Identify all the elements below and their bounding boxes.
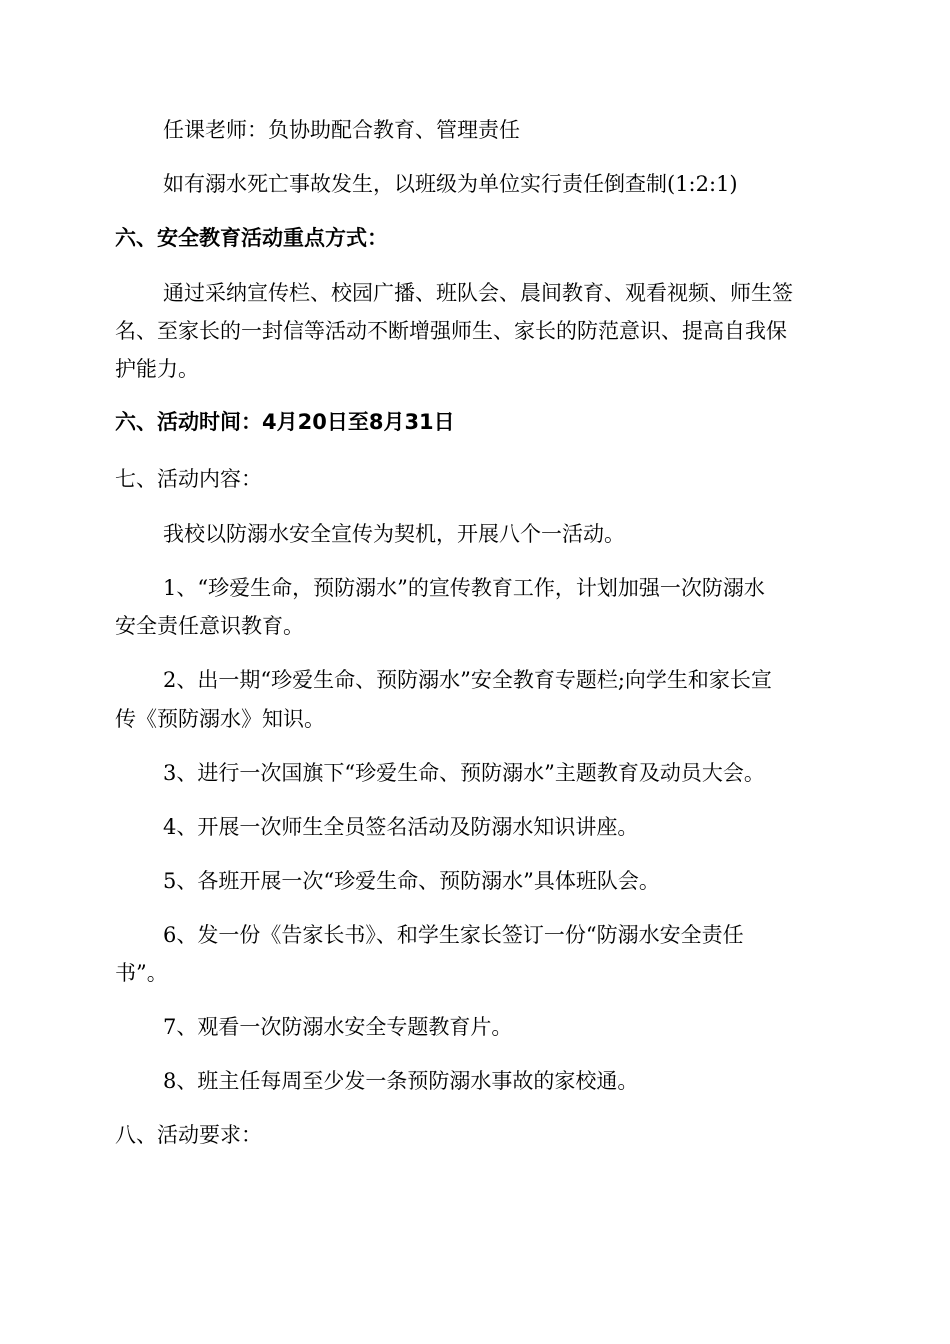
content-intro-line: 我校以防溺水安全宣传为契机，开展八个一活动。 [163, 522, 625, 546]
accident-policy-line: 如有溺水死亡事故发生，以班级为单位实行责任倒查制(1:2:1) [163, 172, 738, 196]
item-1-line-1: 1、“珍爱生命，预防溺水”的宣传教育工作，计划加强一次防溺水 [163, 576, 765, 600]
teacher-duty-line: 任课老师：负协助配合教育、管理责任 [163, 118, 520, 142]
item-2-line-2: 传《预防溺水》知识。 [115, 707, 325, 731]
item-5-line: 5、各班开展一次“珍爱生命、预防溺水”具体班队会。 [163, 869, 660, 893]
section-heading-activity-time: 六、活动时间：4月20日至8月31日 [115, 410, 455, 434]
item-8-line: 8、班主任每周至少发一条预防溺水事故的家校通。 [163, 1069, 639, 1093]
methods-paragraph-line-3: 护能力。 [115, 357, 199, 381]
methods-paragraph-line-1: 通过采纳宣传栏、校园广播、班队会、晨间教育、观看视频、师生签 [163, 281, 793, 305]
item-7-line: 7、观看一次防溺水安全专题教育片。 [163, 1015, 513, 1039]
item-3-line: 3、进行一次国旗下“珍爱生命、预防溺水”主题教育及动员大会。 [163, 761, 765, 785]
methods-paragraph-line-2: 名、至家长的一封信等活动不断增强师生、家长的防范意识、提高自我保 [115, 319, 787, 343]
section-heading-safety-methods: 六、安全教育活动重点方式： [115, 226, 388, 250]
item-2-line-1: 2、出一期“珍爱生命、预防溺水”安全教育专题栏;向学生和家长宣 [163, 668, 772, 692]
section-heading-activity-content: 七、活动内容： [115, 467, 262, 491]
item-6-line-2: 书”。 [115, 961, 168, 985]
item-4-line: 4、开展一次师生全员签名活动及防溺水知识讲座。 [163, 815, 639, 839]
section-heading-activity-requirements: 八、活动要求： [115, 1123, 262, 1147]
item-1-line-2: 安全责任意识教育。 [115, 614, 304, 638]
item-6-line-1: 6、发一份《告家长书》、和学生家长签订一份“防溺水安全责任 [163, 923, 744, 947]
